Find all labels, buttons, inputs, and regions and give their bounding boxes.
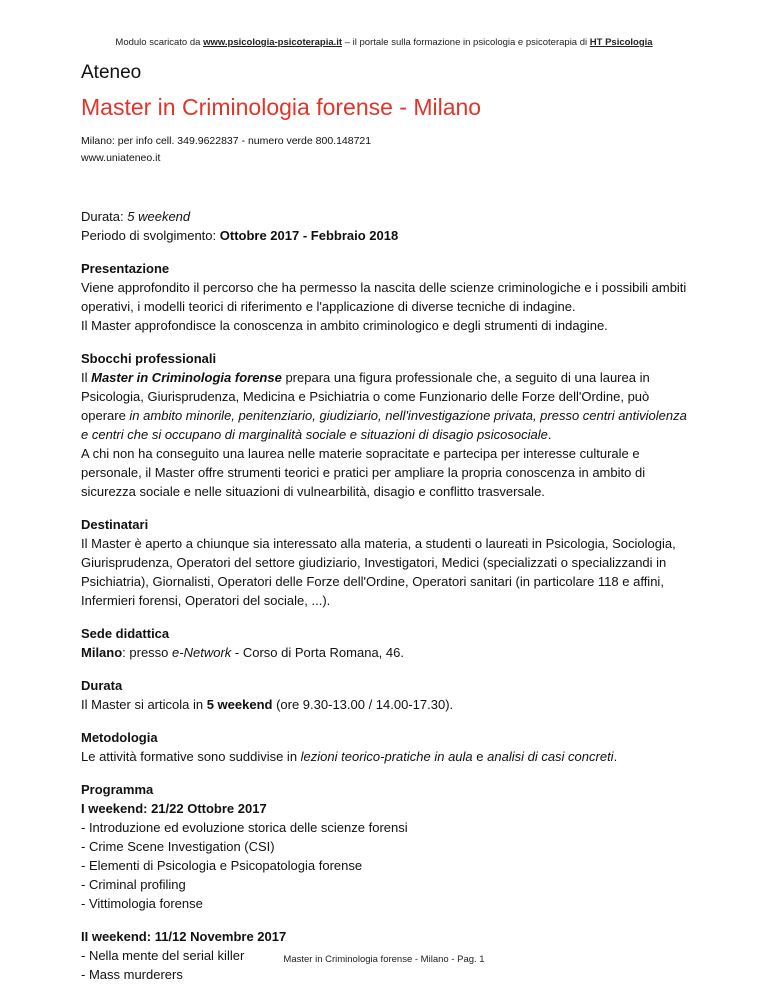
destinatari-text: Il Master è aperto a chiunque sia interessato alla materia, a studenti o laureati in Psicologia, Sociologia, Giurisprudenza, Operatori del settore giudiziario, Investigatori, Medici (specializzati o specializzandi in Psichiatria), Giornalisti, Operatori delle Forze dell'Ordine, Operatori sanitari (in particolare 118 e affini, Infermieri forensi, Operatori del sociale, ...).	[81, 536, 676, 608]
destinatari-heading: Destinatari	[81, 517, 149, 532]
list-item: - Criminal profiling	[81, 877, 186, 892]
presentazione-heading: Presentazione	[81, 261, 170, 276]
durata-text: Il Master si articola in 5 weekend (ore 9.30-13.00 / 14.00-17.30).	[81, 697, 454, 712]
presentazione-line-1: Viene approfondito il percorso che ha permesso la nascita delle scienze criminologiche e i possibili ambiti operativi, i modelli teorici di riferimento e l'applicazione di diverse tecniche di indagine.	[81, 280, 687, 314]
institution-name: Ateneo	[81, 62, 142, 83]
section-sbocchi	[81, 349, 691, 501]
section-presentazione	[81, 259, 691, 335]
ambiti-emphasis: in ambito minorile, penitenziario, giudiziario, nell'investigazione privata, presso centri antiviolenza e centri che si occupano di marginalità sociale e situazioni di disagio psicosociale	[81, 408, 687, 442]
section-metodologia	[81, 728, 691, 766]
master-name-emphasis: Master in Criminologia forense	[91, 370, 282, 385]
programma-heading: Programma	[81, 782, 154, 797]
ht-psicologia-link[interactable]: HT Psicologia	[589, 37, 653, 48]
list-item: - Mass murderers	[81, 967, 183, 982]
document-body	[81, 62, 691, 984]
contact-info	[81, 133, 691, 167]
download-note	[0, 37, 768, 48]
weekend-1-title: I weekend: 21/22 Ottobre 2017	[81, 801, 267, 816]
page-footer: Master in Criminologia forense - Milano - Pag. 1	[283, 954, 485, 965]
sede-text: Milano: presso e-Network - Corso di Porta Romana, 46.	[81, 645, 404, 660]
contact-phone: Milano: per info cell. 349.9622837 - numero verde 800.148721	[81, 135, 372, 147]
contact-website: www.uniateneo.it	[81, 152, 161, 164]
download-note-prefix: Modulo scaricato da	[115, 37, 204, 48]
sbocchi-paragraph-1: Il Master in Criminologia forense prepara una figura professionale che, a seguito di una laurea in Psicologia, Giurisprudenza, Medicina e Psichiatria o come Funzionario delle Forze dell'Ordine, può operare in ambito minorile, penitenziario, giudiziario, nell'investigazione privata, presso centri antiviolenza e centri che si occupano di marginalità sociale e situazioni di disagio psicosociale.	[81, 370, 687, 442]
list-item: - Introduzione ed evoluzione storica delle scienze forensi	[81, 820, 408, 835]
list-item: - Elementi di Psicologia e Psicopatologia forense	[81, 858, 363, 873]
period-value: Ottobre 2017 - Febbraio 2018	[219, 228, 399, 243]
summary-block	[81, 207, 691, 245]
sbocchi-heading: Sbocchi professionali	[81, 351, 217, 366]
metodologia-text: Le attività formative sono suddivise in lezioni teorico-pratiche in aula e analisi di casi concreti.	[81, 749, 618, 764]
durata-heading: Durata	[81, 678, 123, 693]
page-title: Master in Criminologia forense - Milano	[81, 94, 482, 120]
list-item: - Vittimologia forense	[81, 896, 203, 911]
duration-label: Durata:	[81, 209, 128, 224]
list-item: - Nella mente del serial killer	[81, 948, 245, 963]
presentazione-line-2: Il Master approfondisce la conoscenza in ambito criminologico e degli strumenti di indagine.	[81, 318, 608, 333]
sede-heading: Sede didattica	[81, 626, 170, 641]
period-label: Periodo di svolgimento:	[81, 228, 220, 243]
duration-value: 5 weekend	[127, 209, 191, 224]
list-item: - Crime Scene Investigation (CSI)	[81, 839, 275, 854]
download-note-middle: – il portale sulla formazione in psicologia e psicoterapia di	[342, 37, 590, 48]
durata-value: 5 weekend	[206, 697, 273, 712]
section-programma	[81, 780, 691, 913]
section-durata	[81, 676, 691, 714]
psicologia-psicoterapia-link[interactable]: www.psicologia-psicoterapia.it	[203, 37, 343, 48]
sede-city: Milano	[81, 645, 123, 660]
metodologia-heading: Metodologia	[81, 730, 158, 745]
sede-venue: e-Network	[172, 645, 232, 660]
weekend-2-title: II weekend: 11/12 Novembre 2017	[81, 929, 287, 944]
section-destinatari	[81, 515, 691, 610]
section-sede	[81, 624, 691, 662]
sbocchi-paragraph-2: A chi non ha conseguito una laurea nelle materie sopracitate e partecipa per interesse culturale e personale, il Master offre strumenti teorici e pratici per ampliare la propria conoscenza in ambito di sicurezza sociale e nelle situazioni di vulnearbilità, disagio e conflitto trasversale.	[81, 446, 646, 499]
